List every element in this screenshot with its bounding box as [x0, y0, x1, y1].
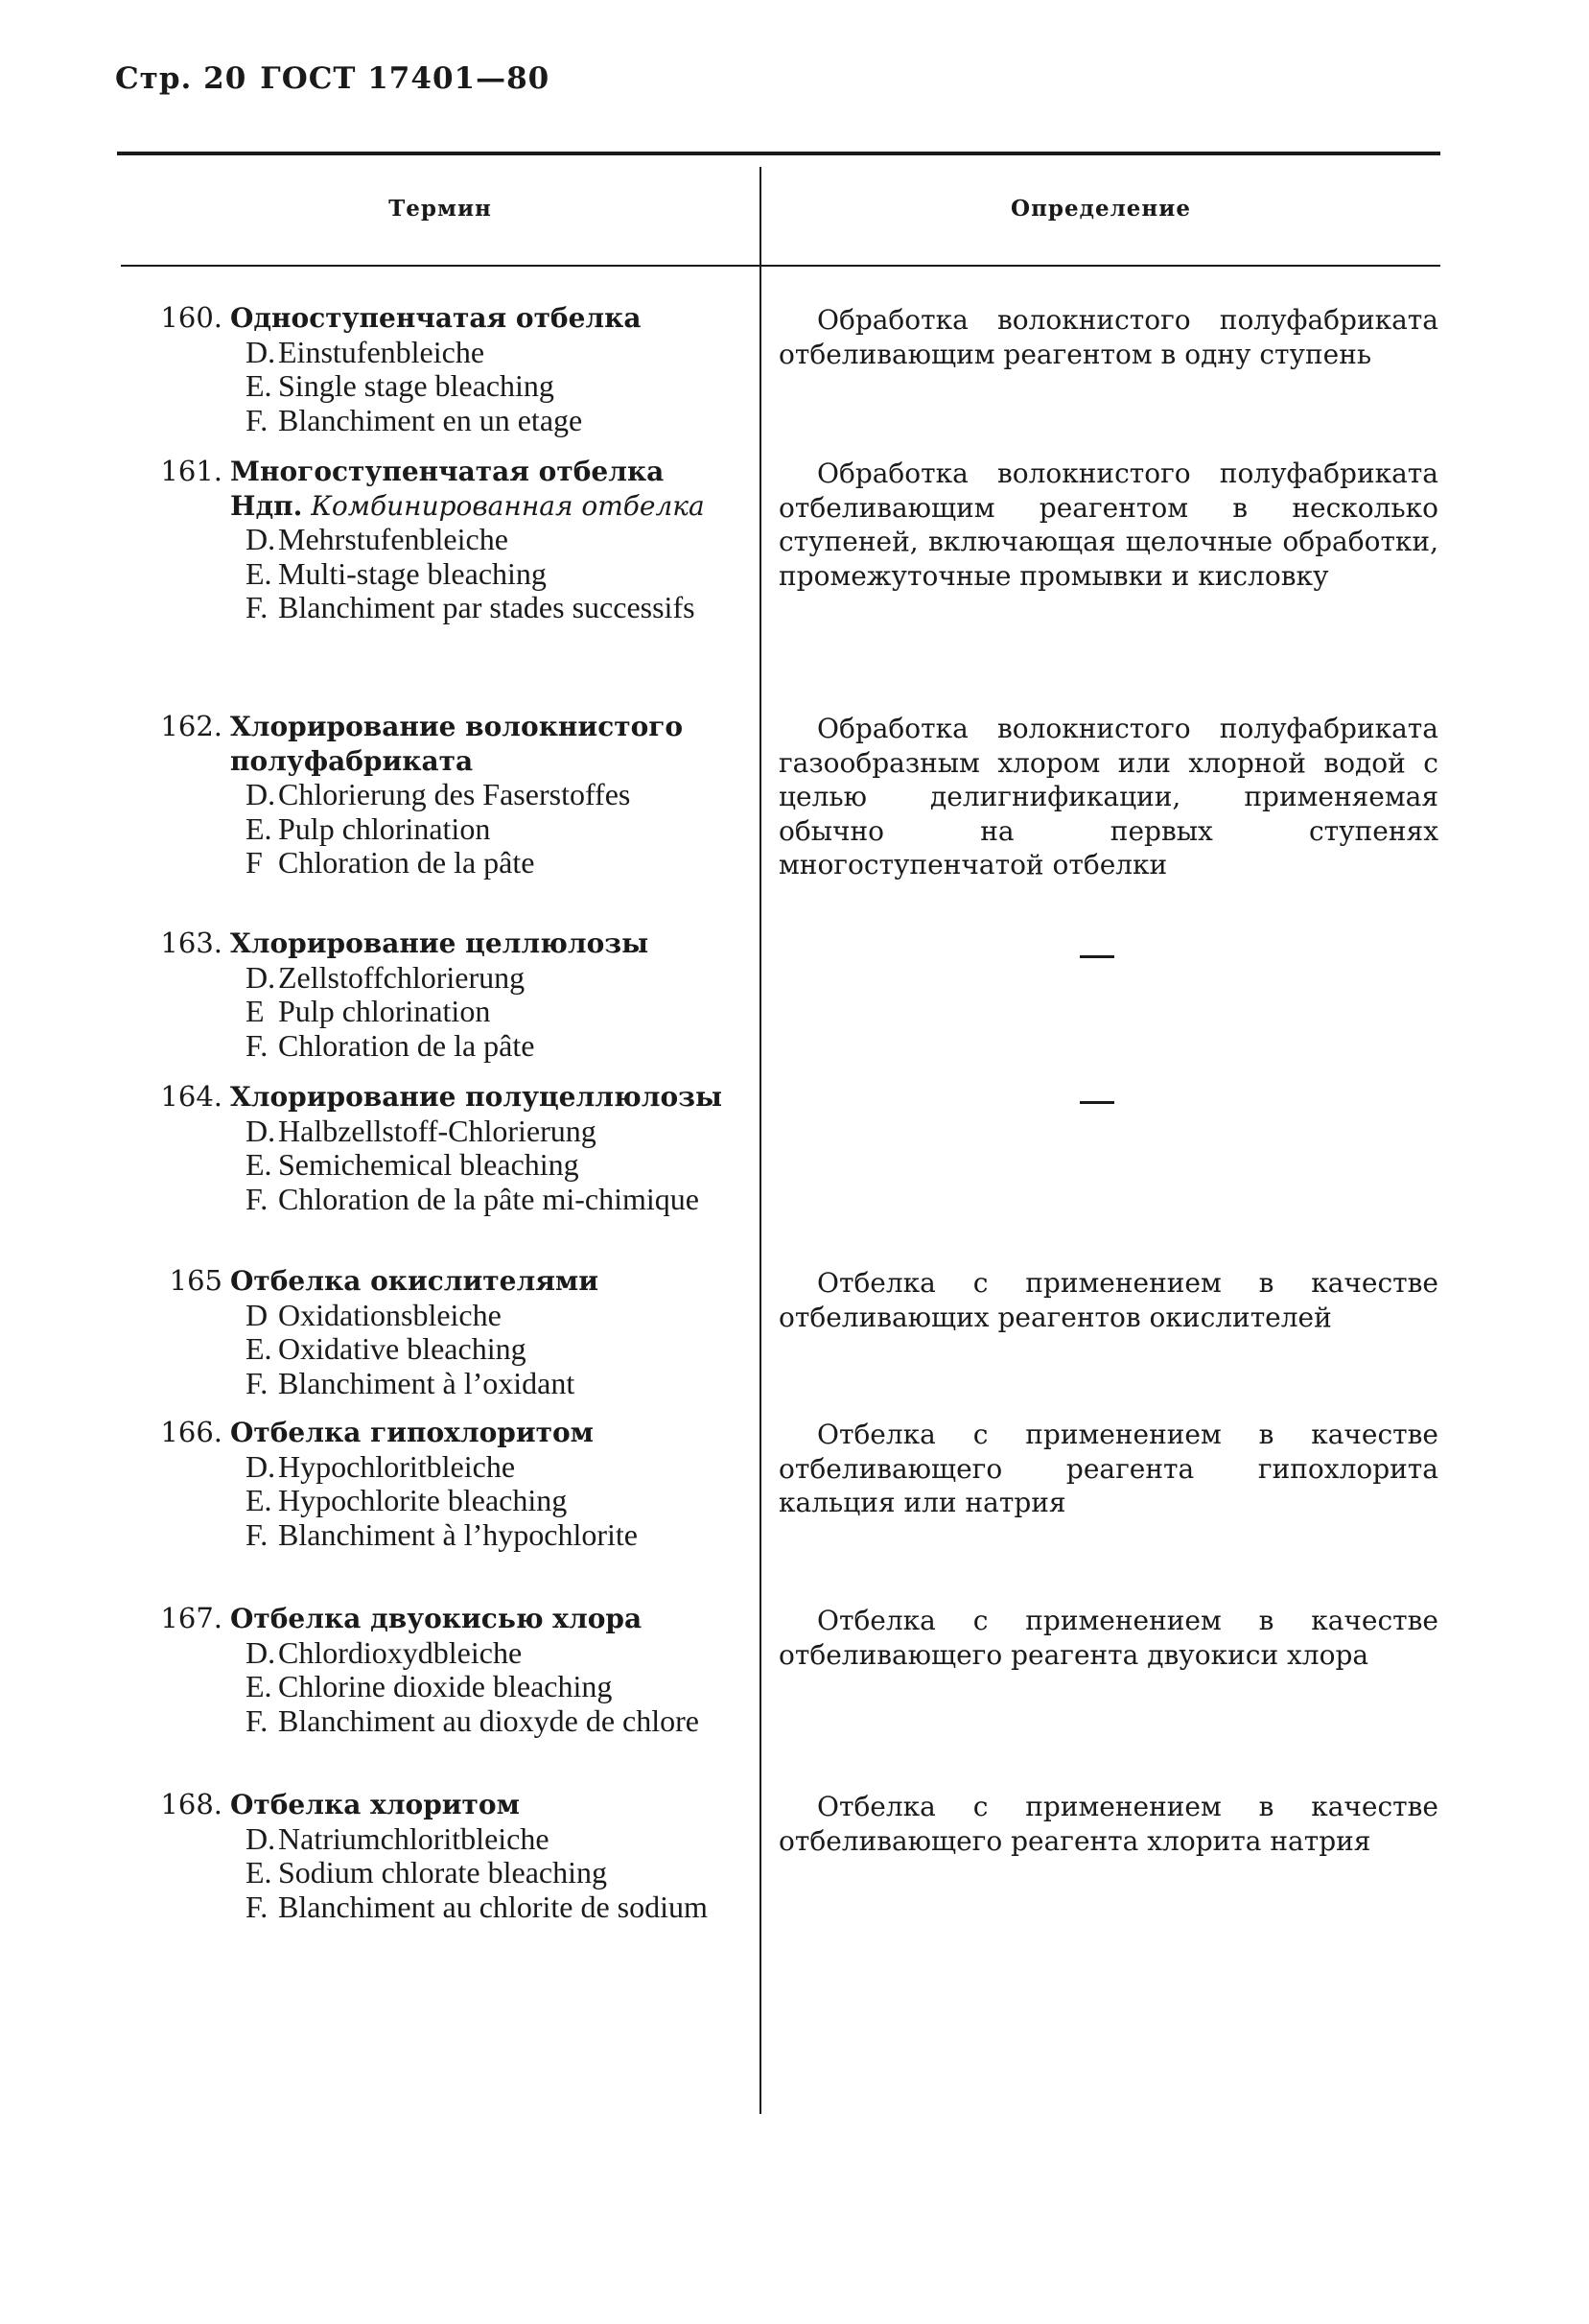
term-english: E. Single stage bleaching	[245, 368, 554, 403]
entry-number: 163.	[160, 927, 222, 959]
term-german: D.Natriumchloritbleiche	[245, 1820, 549, 1856]
term-german: D Oxidationsbleiche	[245, 1297, 502, 1332]
term-french: F. Chloration de la pâte	[245, 1027, 535, 1063]
term-russian: Отбелка гипохлоритом	[230, 1417, 594, 1448]
term-english: E. Multi-stage bleaching	[245, 555, 547, 591]
page-number: Стр. 20	[115, 61, 247, 96]
entry-definition: Обработка волокнистого полуфабриката газообразным хлором или хлорной водой с целью делигнификации, применяемая обычно на первых ступенях многоступенчатой отбелки	[779, 713, 1438, 880]
entry-number: 167.	[160, 1602, 222, 1634]
entry-definition: Отбелка с применением в качестве отбеливающего реагента гипохлорита кальция или натрия	[779, 1419, 1438, 1518]
column-header-definition: Определение	[1011, 196, 1191, 222]
term-deprecated: Ндп. Комбинированная отбелка	[230, 489, 705, 522]
entry-number: 166.	[160, 1416, 222, 1448]
term-french: F. Blanchiment par stades successifs	[245, 590, 695, 624]
term-german: D.Mehrstufenbleiche	[245, 522, 508, 556]
entry-definition: Отбелка с применением в качестве отбеливающего реагента хлорита натрия	[779, 1791, 1438, 1857]
term-russian: Хлорирование волокнистого полуфабриката	[230, 711, 684, 777]
page-header	[115, 61, 549, 96]
entry-term	[146, 710, 733, 880]
entry-number: 164.	[160, 1080, 222, 1113]
term-russian: Отбелка двуокисью хлора	[230, 1603, 643, 1634]
entry-definition: Отбелка с применением в качестве отбеливающего реагента двуокиси хлора	[779, 1605, 1438, 1671]
entry-number: 161.	[160, 455, 222, 487]
term-german: D.Hypochloritbleiche	[245, 1448, 516, 1484]
term-russian: Отбелка окислителями	[230, 1265, 598, 1297]
term-russian: Хлорирование целлюлозы	[230, 927, 649, 959]
term-english: E Pulp chlorination	[245, 994, 491, 1028]
term-french: F. Blanchiment à l’oxidant	[245, 1365, 575, 1400]
term-german: D.Chlorierung des Faserstoffes	[245, 777, 631, 811]
entry-term	[146, 455, 733, 625]
entry-term	[146, 1788, 733, 1924]
term-english: E. Chlorine dioxide bleaching	[245, 1669, 613, 1703]
standard-id: ГОСТ 17401—80	[260, 61, 550, 96]
term-english: E. Hypochlorite bleaching	[245, 1483, 568, 1517]
entry-term	[146, 1416, 733, 1552]
term-german: D.Zellstoffchlorierung	[245, 959, 526, 995]
definition-dash	[1080, 1101, 1114, 1104]
header-rule	[121, 265, 1440, 267]
entry-number: 162.	[160, 710, 222, 742]
term-french: F. Blanchiment en un etage	[245, 402, 583, 437]
entry-number: 165	[169, 1264, 222, 1297]
term-english: E. Pulp chlorination	[245, 810, 491, 846]
entry-number: 168.	[160, 1788, 222, 1820]
term-russian: Многоступенчатая отбелка	[230, 456, 665, 487]
definition-dash	[1080, 955, 1114, 958]
entry-term	[146, 1080, 733, 1216]
term-french: F. Chloration de la pâte mi-chimique	[245, 1181, 699, 1216]
entry-definition: Обработка волокнистого полуфабриката отбеливающим реагентом в одну ступень	[779, 304, 1438, 370]
term-russian: Одноступенчатая отбелка	[230, 302, 642, 334]
term-english: E. Sodium chlorate bleaching	[245, 1855, 608, 1890]
entry-term	[146, 1602, 733, 1738]
entry-term	[146, 301, 733, 437]
entry-number: 160.	[160, 301, 222, 334]
term-french: F. Blanchiment au dioxyde de chlore	[245, 1702, 699, 1738]
term-german: D.Einstufenbleiche	[245, 334, 485, 369]
term-french: F. Blanchiment à l’hypochlorite	[245, 1516, 638, 1552]
term-german: D.Chlordioxydbleiche	[245, 1634, 523, 1670]
entry-definition: Обработка волокнистого полуфабриката отбеливающим реагентом в несколько ступеней, включающая щелочные обработки, промежуточные промывки и кисловку	[779, 458, 1438, 592]
entry-term	[146, 927, 733, 1063]
term-russian: Отбелка хлоритом	[230, 1789, 520, 1820]
column-divider	[759, 167, 761, 2114]
term-german: D.Halbzellstoff-Chlorierung	[245, 1113, 596, 1148]
term-french: F Chloration de la pâte	[245, 845, 535, 880]
term-english: E. Oxidative bleaching	[245, 1331, 526, 1366]
term-english: E. Semichemical bleaching	[245, 1147, 579, 1182]
column-header-term: Термин	[388, 196, 492, 222]
top-rule	[117, 152, 1440, 155]
entry-definition: Отбелка с применением в качестве отбеливающих реагентов окислителей	[779, 1267, 1438, 1333]
term-french: F. Blanchiment au chlorite de sodium	[245, 1889, 708, 1924]
term-russian: Хлорирование полуцеллюлозы	[230, 1081, 723, 1113]
entry-term	[146, 1264, 733, 1400]
